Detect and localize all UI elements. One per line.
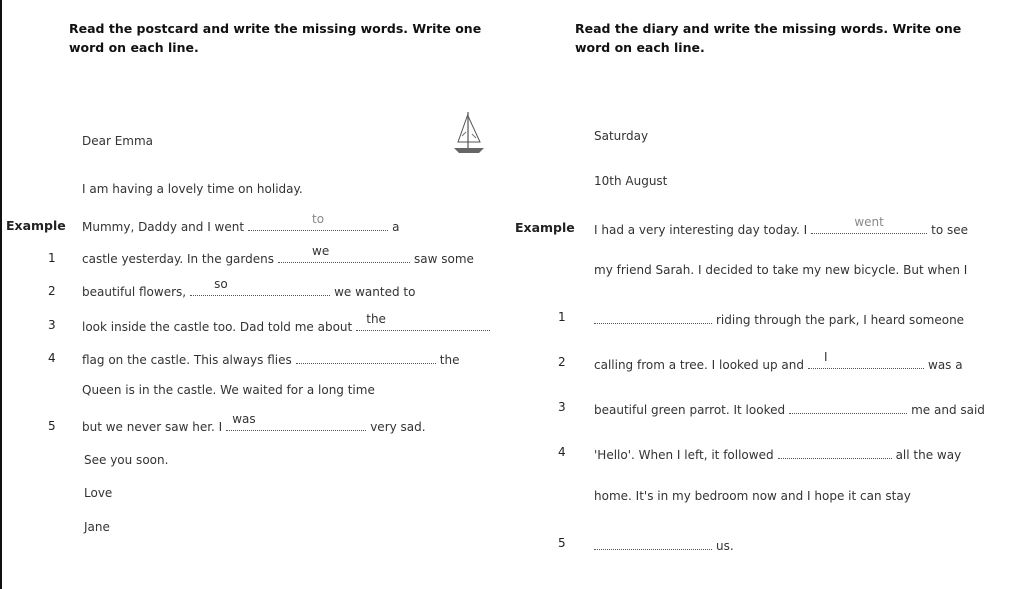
diary-home-line: home. It's in my bedroom now and I hope it can stay [594, 489, 911, 503]
postcard-q3-line [82, 312, 494, 334]
postcard-q1-text: castle yesterday. In the gardens [82, 252, 274, 266]
postcard-q3-blank[interactable] [356, 312, 490, 331]
diary-q1-line [590, 309, 964, 327]
postcard-signature: Jane [84, 520, 110, 534]
postcard-q2-line [82, 277, 416, 299]
postcard-q3-number: 3 [48, 318, 56, 332]
diary-day: Saturday [594, 129, 649, 143]
postcard-intro: I am having a lovely time on holiday. [82, 182, 303, 196]
diary-instruction: Read the diary and write the missing words. Write one word on each line. [575, 21, 962, 55]
postcard-q1-line [82, 244, 474, 266]
diary-example-blank [811, 215, 927, 234]
postcard-example-blank [248, 212, 388, 231]
postcard-q5-number: 5 [48, 419, 56, 433]
postcard-see-you: See you soon. [84, 453, 169, 467]
postcard-q5-line [82, 412, 426, 434]
postcard-q4-text: flag on the castle. This always flies [82, 353, 292, 367]
postcard-love: Love [84, 486, 113, 500]
diary-q1-tail: riding through the park, I heard someone [716, 313, 965, 327]
postcard-q1-blank[interactable] [278, 244, 410, 263]
postcard-q2-text: beautiful flowers, [82, 285, 187, 299]
postcard-q1-tail: saw some [414, 252, 474, 266]
postcard-q1-answer: we [312, 244, 330, 258]
diary-q2-line [594, 350, 963, 372]
postcard-example-line [82, 212, 400, 234]
postcard-q2-number: 2 [48, 284, 56, 298]
postcard-q2-tail: we wanted to [334, 285, 416, 299]
diary-q3-text: beautiful green parrot. It looked [594, 403, 786, 417]
diary-q4-text: 'Hello'. When I left, it followed [594, 448, 774, 462]
postcard-q4-number: 4 [48, 351, 56, 365]
sailboat-icon [448, 108, 490, 158]
diary-q1-number: 1 [558, 310, 566, 324]
postcard-q5-tail: very sad. [370, 420, 426, 434]
postcard-instruction: Read the postcard and write the missing words. Write one word on each line. [69, 21, 482, 55]
postcard-q5-blank[interactable] [226, 412, 366, 431]
diary-q4-blank[interactable] [778, 444, 892, 459]
diary-q4-tail: all the way [895, 448, 962, 462]
postcard-q2-answer: so [214, 277, 228, 291]
postcard-greeting: Dear Emma [82, 134, 154, 148]
diary-q2-text: calling from a tree. I looked up and [594, 358, 804, 372]
postcard-q4-line [82, 349, 459, 367]
diary-example-tail: to see [931, 223, 969, 237]
diary-example-text: I had a very interesting day today. I [594, 223, 808, 237]
diary-q2-number: 2 [558, 355, 566, 369]
page-edge [0, 0, 2, 589]
diary-q1-blank[interactable] [594, 309, 712, 324]
diary-q2-blank[interactable] [808, 350, 924, 369]
postcard-example-label: Example [6, 218, 66, 233]
diary-q2-answer: I [824, 350, 828, 364]
diary-example-label: Example [515, 220, 575, 235]
postcard-example-tail: a [392, 220, 400, 234]
postcard-q2-blank[interactable] [190, 277, 330, 296]
diary-q2-tail: was a [928, 358, 963, 372]
postcard-q5-answer: was [232, 412, 256, 426]
postcard-q1-number: 1 [48, 251, 56, 265]
diary-date: 10th August [594, 174, 668, 188]
postcard-q3-answer: the [366, 312, 386, 326]
postcard-q4-blank[interactable] [296, 349, 436, 364]
diary-friend-line: my friend Sarah. I decided to take my new bicycle. But when I [594, 263, 968, 277]
diary-q4-line [594, 444, 961, 462]
postcard-queen-line: Queen is in the castle. We waited for a long time [82, 383, 375, 397]
diary-q5-line [590, 535, 734, 553]
postcard-example-answer: to [312, 212, 325, 226]
diary-example-answer: went [854, 215, 884, 229]
diary-q3-blank[interactable] [789, 399, 907, 414]
diary-q5-number: 5 [558, 536, 566, 550]
diary-q3-line [594, 399, 985, 417]
diary-q3-tail: me and said [911, 403, 985, 417]
diary-q5-blank[interactable] [594, 535, 712, 550]
postcard-q4-tail: the [439, 353, 460, 367]
diary-q3-number: 3 [558, 400, 566, 414]
postcard-q3-text: look inside the castle too. Dad told me about [82, 320, 353, 334]
diary-q4-number: 4 [558, 445, 566, 459]
postcard-example-text: Mummy, Daddy and I went [82, 220, 245, 234]
postcard-q5-text: but we never saw her. I [82, 420, 223, 434]
diary-q5-tail: us. [716, 539, 734, 553]
diary-example-line [594, 215, 969, 237]
